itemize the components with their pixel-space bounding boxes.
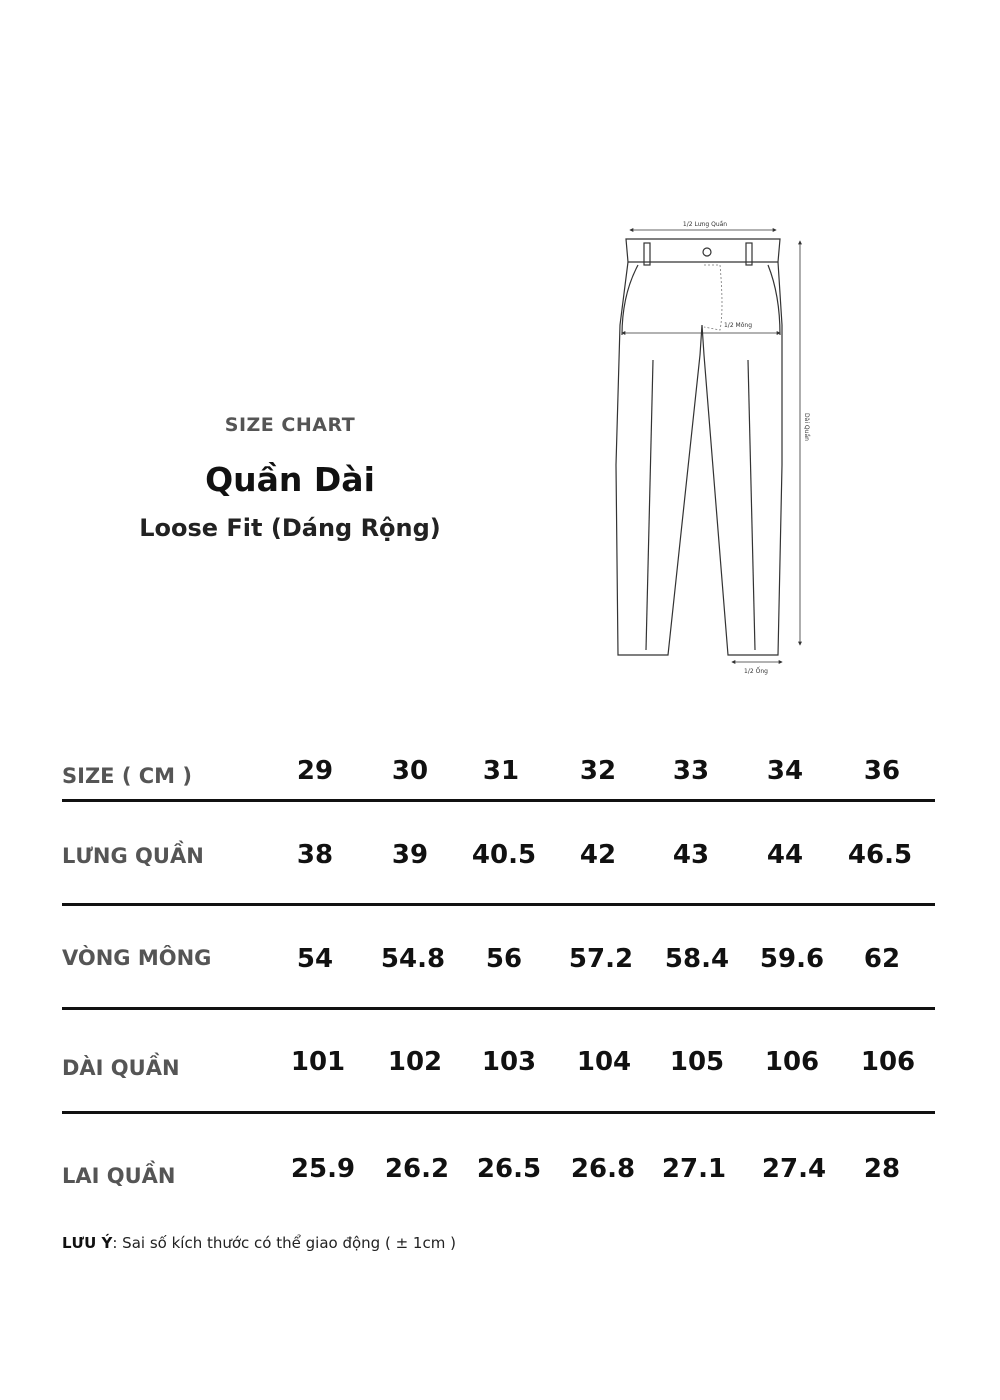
size-chart-kicker: SIZE CHART <box>224 414 356 436</box>
table-cell: 101 <box>290 1047 346 1077</box>
table-cell: 26.5 <box>476 1154 542 1184</box>
table-cell: 58.4 <box>664 944 730 974</box>
table-cell: 43 <box>672 840 710 870</box>
table-row-length <box>62 1010 935 1114</box>
table-cell: 38 <box>296 840 334 870</box>
table-cell: 46.5 <box>847 840 913 870</box>
table-cell: 59.6 <box>759 944 825 974</box>
page-title: Quần Dài <box>205 460 375 499</box>
size-header-label: SIZE ( CM ) <box>62 764 192 788</box>
size-header-cell: 34 <box>766 756 804 786</box>
table-cell: 62 <box>863 944 901 974</box>
table-cell: 39 <box>391 840 429 870</box>
fit-subtitle: Loose Fit (Dáng Rộng) <box>139 514 441 542</box>
size-header-cell: 32 <box>579 756 617 786</box>
size-header-cell: 31 <box>482 756 520 786</box>
size-header-cell: 33 <box>672 756 710 786</box>
table-cell: 104 <box>576 1047 632 1077</box>
table-row-hip <box>62 906 935 1010</box>
size-table <box>62 740 935 1218</box>
tolerance-note <box>62 1234 456 1252</box>
trousers-diagram <box>600 215 840 685</box>
table-cell: 26.2 <box>384 1154 450 1184</box>
table-header-row <box>62 740 935 802</box>
row-label: LAI QUẦN <box>62 1164 176 1188</box>
row-label: DÀI QUẦN <box>62 1056 180 1080</box>
size-header-cell: 36 <box>863 756 901 786</box>
table-row-waist <box>62 802 935 906</box>
table-cell: 57.2 <box>568 944 634 974</box>
table-cell: 42 <box>579 840 617 870</box>
size-header-cell: 30 <box>391 756 429 786</box>
table-row-hem <box>62 1114 935 1218</box>
table-cell: 26.8 <box>570 1154 636 1184</box>
table-cell: 27.4 <box>761 1154 827 1184</box>
table-cell: 25.9 <box>290 1154 356 1184</box>
hip-dimension-label: 1/2 Mông <box>723 322 753 329</box>
trousers-icon <box>600 215 840 685</box>
table-cell: 102 <box>387 1047 443 1077</box>
size-header-cell: 29 <box>296 756 334 786</box>
hem-dimension-label: 1/2 Ống <box>744 668 768 675</box>
table-cell: 56 <box>485 944 523 974</box>
table-cell: 40.5 <box>471 840 537 870</box>
row-label: LƯNG QUẦN <box>62 844 204 868</box>
table-cell: 103 <box>481 1047 537 1077</box>
table-cell: 28 <box>863 1154 901 1184</box>
table-cell: 105 <box>669 1047 725 1077</box>
row-label: VÒNG MÔNG <box>62 946 212 970</box>
waist-dimension-label: 1/2 Lưng Quần <box>682 221 728 228</box>
table-cell: 54.8 <box>380 944 446 974</box>
table-cell: 106 <box>764 1047 820 1077</box>
table-cell: 106 <box>860 1047 916 1077</box>
note-text: : Sai số kích thước có thể giao động ( ± 1cm ) <box>112 1234 456 1252</box>
table-cell: 44 <box>766 840 804 870</box>
table-cell: 27.1 <box>661 1154 727 1184</box>
length-dimension-label: Dài Quần <box>803 413 810 441</box>
table-cell: 54 <box>296 944 334 974</box>
note-label: LƯU Ý <box>62 1234 113 1252</box>
